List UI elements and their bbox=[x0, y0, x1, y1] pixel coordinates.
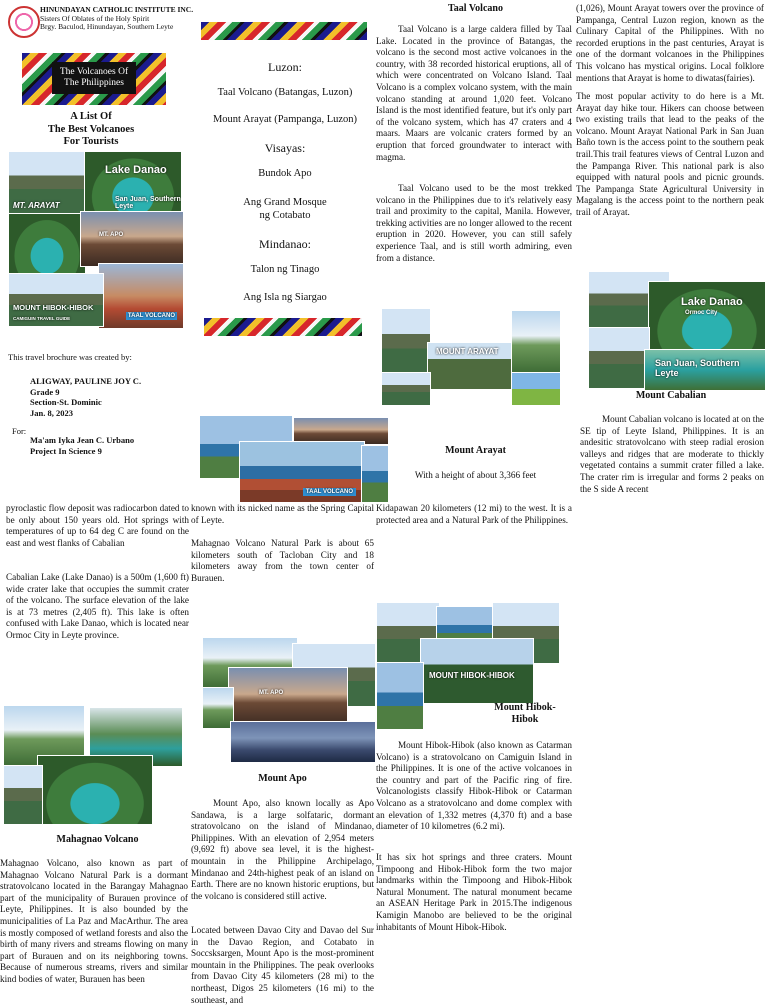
arayat-photo-1 bbox=[381, 308, 431, 376]
arayat-main-caption: MOUNT ARAYAT bbox=[436, 347, 499, 356]
project-name: Project In Science 9 bbox=[30, 445, 102, 456]
region-luzon: Luzon: bbox=[268, 60, 302, 74]
list-grand-mosque-1: Ang Grand Mosque bbox=[243, 197, 327, 208]
volcano-collage bbox=[8, 151, 182, 327]
author-date: Jan. 8, 2023 bbox=[30, 407, 73, 418]
list-grand-mosque-2: ng Cotabato bbox=[259, 210, 311, 221]
apo-main-photo bbox=[228, 667, 348, 727]
san-juan-caption-2: San Juan, Southern Leyte bbox=[655, 358, 740, 378]
list-title-line1: A List Of bbox=[70, 111, 112, 122]
taal-heading: Taal Volcano bbox=[448, 3, 503, 14]
arayat-main-photo bbox=[427, 342, 519, 390]
lake-danao-subcaption-2: Ormoc City bbox=[685, 310, 718, 316]
author-section: Section-St. Dominic bbox=[30, 397, 102, 407]
lake-danao-photo-2 bbox=[648, 281, 766, 353]
arayat-collage bbox=[381, 308, 559, 404]
title-banner bbox=[22, 53, 166, 105]
school-name: HINUNDAYAN CATHOLIC INSTITUTE INC. bbox=[40, 5, 194, 14]
lake-danao-caption: Lake Danao bbox=[105, 164, 167, 176]
hibok-caption: MOUNT HIBOK-HIBOK bbox=[13, 303, 94, 312]
taal-paragraph-1: Taal Volcano is a large caldera filled by Taal Lake. Located in the province of Batangas, the volcano is the second most active volcanoes in the country, with 38 recorded historical eruptions, all of which were concentrated on Volcano Island. Taal Volcano is a complex volcano system, with the main volcano standing at around 1,020 feet. Volcano Island is the most identified feature, but it's only part of the volcano system, which has 47 craters and 4 maars. Maars are volcanic craters formed by an eruption that forced groundwater to interact with magma. bbox=[376, 24, 572, 162]
list-title-line3: For Tourists bbox=[63, 136, 119, 147]
lake-danao-caption-2: Lake Danao bbox=[681, 296, 743, 308]
taal-collage bbox=[199, 415, 389, 501]
crater-lake-photo bbox=[8, 213, 86, 275]
cabalian-photo-2 bbox=[588, 327, 650, 389]
mahagnao-heading: Mahagnao Volcano bbox=[56, 834, 139, 845]
taal-paragraph-2: Taal Volcano used to be the most trekked volcano in the Philippines due to it's relatively easy trail and proximity to the capital, Manila. However, trekking activities are no longer allowed to the recent eruption in 2020. However, you can still safely experience Taal, and is still worth admiring, even from a distance. bbox=[376, 183, 572, 263]
list-arayat: Mount Arayat (Pampanga, Luzon) bbox=[212, 114, 358, 125]
region-mindanao: Mindanao: bbox=[259, 237, 311, 251]
cabalian-paragraph-2: pyroclastic flow deposit was radiocarbon dated to be only about 150 years old. Hot springs with temperatures of up to 64 deg C are found on the east and west flanks of Cabalian bbox=[6, 503, 189, 548]
apo-collage bbox=[202, 637, 374, 761]
mt-apo-photo bbox=[80, 211, 184, 267]
mahagnao-paragraph-2: known with its nicked name as the Spring Capital of Leyte. bbox=[191, 503, 374, 525]
for-label: For: bbox=[12, 426, 27, 436]
author-block bbox=[30, 376, 141, 418]
bottom-strip bbox=[204, 318, 362, 336]
hibok-main-caption: MOUNT HIBOK-HIBOK bbox=[429, 671, 515, 680]
mt-arayat-photo bbox=[8, 151, 90, 215]
mahagnao-paragraph-3: Mahagnao Volcano Natural Park is about 65 kilometers south of Tacloban City and 18 kilometers away from the town center of Burauen. bbox=[191, 538, 374, 583]
apo-heading: Mount Apo bbox=[258, 773, 307, 784]
created-by: This travel brochure was created by: bbox=[8, 352, 132, 362]
list-title-line2: The Best Volcanoes bbox=[47, 123, 135, 135]
school-header bbox=[40, 6, 193, 32]
taal-main-photo bbox=[239, 441, 365, 503]
hibok-heading bbox=[466, 702, 584, 726]
list-talon: Talon ng Tinago bbox=[250, 264, 320, 275]
mahagnao-main-photo bbox=[37, 755, 153, 825]
school-line3: Brgy. Baculod, Hinundayan, Southern Leyte bbox=[40, 22, 174, 32]
arayat-heading: Mount Arayat bbox=[445, 445, 506, 456]
hibok-heading-2: Hibok bbox=[511, 714, 539, 725]
apo-paragraph-3: Kidapawan 20 kilometers (12 mi) to the west. It is a protected area and a Natural Park of the Philippines. bbox=[376, 503, 572, 525]
apo-main-caption: MT. APO bbox=[259, 690, 284, 696]
banner-label bbox=[52, 62, 136, 94]
teacher-name: Ma'am Iyka Jean C. Urbano bbox=[30, 435, 135, 445]
mt-apo-caption: MT. APO bbox=[99, 232, 124, 238]
taal-main-caption: TAAL VOLCANO bbox=[303, 488, 356, 496]
region-visayas: Visayas: bbox=[264, 141, 306, 155]
list-taal: Taal Volcano (Batangas, Luzon) bbox=[217, 87, 353, 98]
cabalian-collage bbox=[588, 271, 764, 389]
apo-photo-4 bbox=[230, 721, 376, 763]
mahagnao-photo-3 bbox=[3, 765, 43, 825]
arayat-photo-3 bbox=[381, 372, 431, 406]
mahagnao-collage bbox=[3, 705, 181, 823]
arayat-height: With a height of about 3,366 feet bbox=[414, 470, 537, 480]
banner-line1: The Volcanoes Of bbox=[59, 67, 129, 77]
hibok-paragraph-1: Mount Hibok-Hibok (also known as Catarman Volcano) is a stratovolcano on Camiguin Island in the Philippines. It is one of the active volcanoes in the country and part of the Pacific ring of fire. Volcanologists classify Hibok-Hibok or Catarman Volcano as a stratovolcano and dome complex with an elevation of 1,332 metres (4,370 ft) and a base diameter of 10 kilometres (6.2 mi). bbox=[376, 740, 572, 832]
apo-paragraph-2: Located between Davao City and Davao del Sur in the Davao Region, and Cotabato in Soccsksargen, Mount Apo is the most-prominent mountain in the Philippines. The peak overlooks from Davao City 45 kilometers (28 mi) to the northeast, Digos 25 kilometers (16 mi) to the southeast, and bbox=[191, 925, 374, 1005]
taal-photo bbox=[98, 263, 184, 329]
cabalian-paragraph-1: Mount Cabalian volcano is located at on the SE tip of Leyte Island, Philippines. It is an andesitic stratovolcano with steep radial erosion valleys and ridges that are moderate to thickly vegetated contains a summit crater filled a lake. The crater rim is irregular and forms 2 peaks on the S side A recent bbox=[580, 414, 765, 494]
lake-danao-photo bbox=[84, 151, 182, 217]
cabalian-paragraph-3: Cabalian Lake (Lake Danao) is a 500m (1,600 ft) wide crater lake that occupies the summit crater of the volcano. The surface elevation of the lake is at 73 metres (2,405 ft). This lake is often confused with Lake Danao, which is located near Ormoc City in Leyte province. bbox=[6, 572, 189, 640]
top-strip bbox=[201, 22, 367, 40]
author-grade: Grade 9 bbox=[30, 386, 60, 397]
list-bundok: Bundok Apo bbox=[258, 168, 312, 179]
school-seal-logo bbox=[8, 6, 40, 38]
cabalian-heading: Mount Cabalian bbox=[635, 390, 707, 401]
hibok-subcaption: CAMIGUIN TRAVEL GUIDE bbox=[13, 316, 71, 321]
banner-line2: The Philippines bbox=[64, 78, 124, 88]
arayat-paragraph-1: (1,026), Mount Arayat towers over the province of Pampanga, Central Luzon region, known as the Culinary Capital of the Philippines. With no recorded eruptions in the past centuries, Arayat is one of the dormant volcanoes in the Philippines This volcano has mystical origins. Local folklore mentions that Arayat is home to diwatas(fairies). bbox=[576, 3, 764, 83]
arayat-photo-4 bbox=[511, 372, 561, 406]
list-isla: Ang Isla ng Siargao bbox=[243, 292, 327, 303]
arayat-paragraph-2: The most popular activity to do here is a Mt. Arayat day hike tour. Hikers can choose between two existing trails that lead to the peaks of the volcano. Mount Arayat National Park in San Juan Baño town is the access point to the southern peak trail.This trail features views of Central Luzon and the Pampanga River. This national park is also equipped with natural pools and picnic grounds. The Pampanga State Agricultural University in Magalang is the access point to the northern peak trail of Arayat. bbox=[576, 91, 764, 217]
taal-caption: TAAL VOLCANO bbox=[127, 313, 175, 319]
mt-arayat-caption: MT. ARAYAT bbox=[13, 201, 60, 210]
hibok-photo-4 bbox=[376, 662, 424, 730]
list-title bbox=[30, 111, 152, 149]
apo-paragraph-1: Mount Apo, also known locally as Apo Sandawa, is a large solfataric, dormant stratovolcano on the island of Mindanao, Philippines. With an elevation of 2,954 meters (9,692 ft) above sea level, it is the highest-mountain in the Philippine Archipelago, Mindanao and 24th-highest peak of an island on Earth. There are no known historic eruptions, but the volcano is considered still active. bbox=[191, 798, 374, 901]
arayat-photo-2 bbox=[511, 310, 561, 374]
teacher-block bbox=[30, 435, 134, 456]
hibok-photo bbox=[8, 273, 104, 327]
san-juan-caption: San Juan, Southern Leyte bbox=[115, 196, 181, 210]
hibok-heading-1: Mount Hibok- bbox=[494, 702, 556, 713]
school-line2: Sisters Of Oblates of the Holy Spirit bbox=[40, 13, 150, 23]
hibok-main-photo bbox=[420, 638, 534, 704]
mahagnao-paragraph: Mahagnao Volcano, also known as part of Mahagnao Volcano Natural Park is a dormant stratovolcano located in the Barangay Mahagnao part of the municipality of Burauen province of Leyte, Philippines. It is also bounded by the municipalities of La Paz and MacArthur. The area is mostly composed of wetland forests and also the birth of many rivers and streams flowing on many part of Burauen and on its neighboring towns. Because of numerous streams, rivers and similar kind bodies of water, Burauen has been bbox=[0, 858, 188, 984]
author-name: ALIGWAY, PAULINE JOY C. bbox=[30, 376, 142, 386]
san-juan-photo bbox=[644, 349, 766, 391]
list-grand-mosque bbox=[199, 196, 371, 222]
hibok-paragraph-2: It has six hot springs and three craters. Mount Timpoong and Hibok-Hibok form the two major landmarks within the Timpoong and Hibok-Hibok Natural Monument. The natural monument became an ASEAN Heritage Park in 2015.The indigenous Kamigin Manobo are believed to be the original inhabitants of Mount Hibok-Hibok. bbox=[376, 852, 572, 932]
